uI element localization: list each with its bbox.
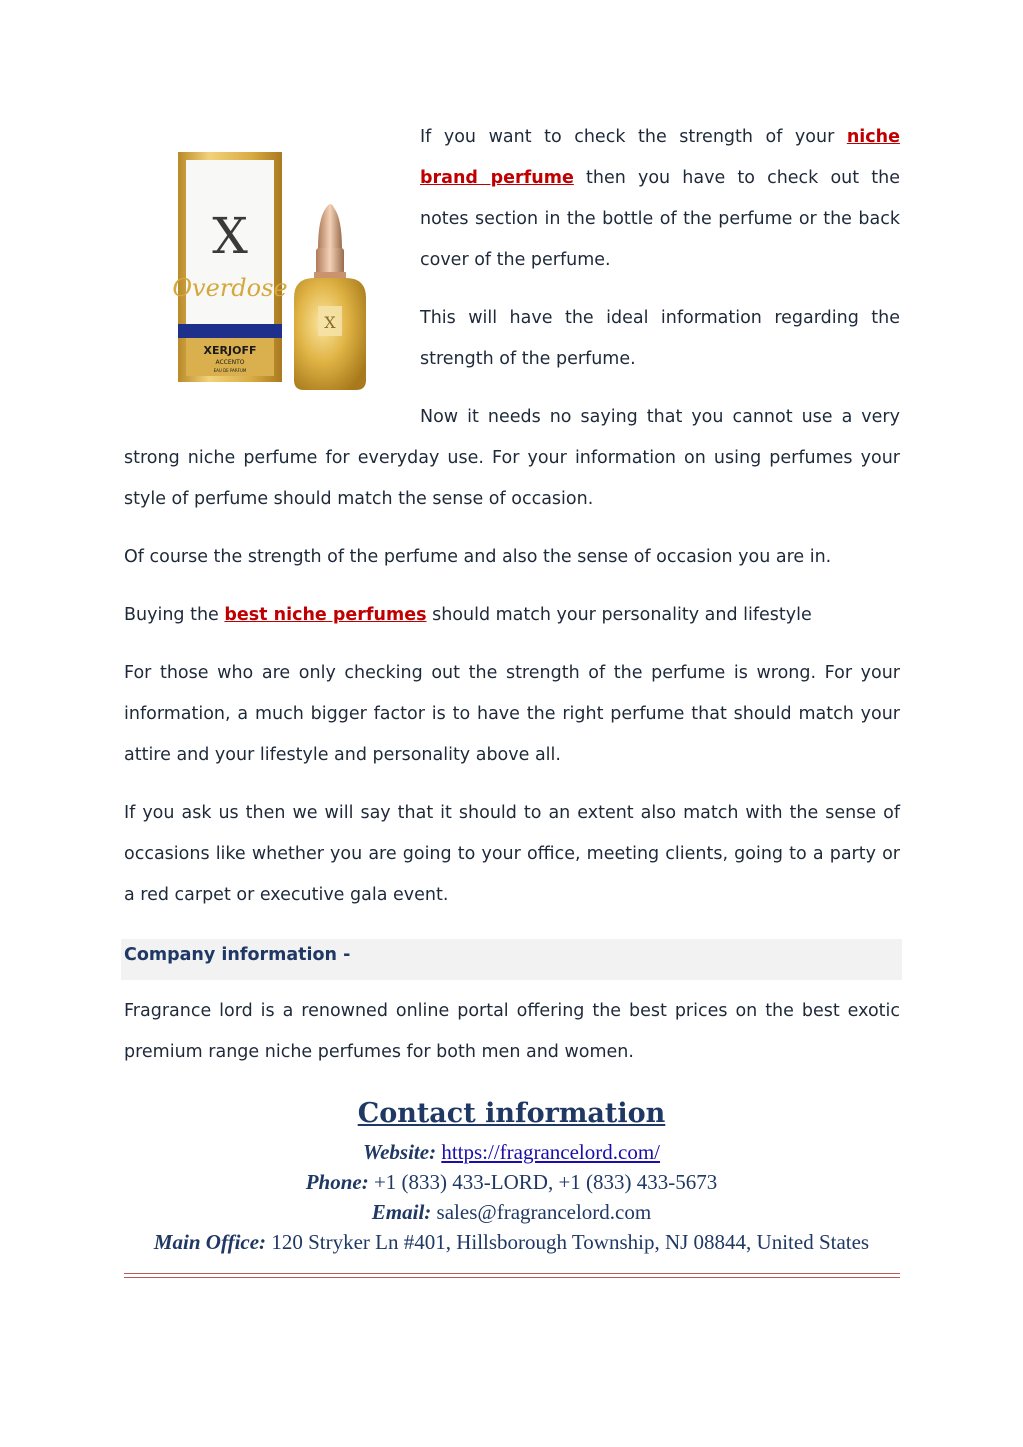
paragraph-text: Buying the bbox=[124, 605, 225, 625]
paragraph-occasions: If you ask us then we will say that it should to an extent also match with the sense of occasions like whether you are going to your office, meeting clients, going to a party or a red carpet or executive gala event. bbox=[124, 803, 900, 905]
box-model-text: ACCENTO bbox=[215, 359, 245, 366]
box-script-text: Overdose bbox=[172, 274, 288, 302]
contact-office-line bbox=[0, 1227, 1023, 1257]
divider-line bbox=[124, 1273, 900, 1274]
contact-website-line bbox=[0, 1137, 1023, 1167]
paragraph-ideal-information: This will have the ideal information regarding the strength of the perfume. bbox=[420, 308, 900, 369]
phone-label: Phone: bbox=[305, 1170, 369, 1194]
paragraph-text: If you want to check the strength of your bbox=[420, 127, 847, 147]
paragraph-attire-lifestyle: For those who are only checking out the strength of the perfume is wrong. For your information, a much bigger factor is to have the right perfume that should match your attire and your lifestyle and personality above all. bbox=[124, 663, 900, 765]
paragraph-text: should match your personality and lifestyle bbox=[426, 605, 812, 625]
office-value: 120 Stryker Ln #401, Hillsborough Township, NJ 08844, United States bbox=[271, 1230, 870, 1254]
svg-text:X: X bbox=[324, 313, 336, 332]
box-x-logo: X bbox=[212, 207, 248, 265]
contact-phone-line bbox=[0, 1167, 1023, 1197]
paragraph-text: strong niche perfume for everyday use. For your information on using perfumes your style of perfume should match the sense of occasion. bbox=[124, 448, 900, 509]
office-label: Main Office: bbox=[153, 1230, 267, 1254]
company-information-heading: Company information - bbox=[124, 945, 351, 965]
contact-email-line bbox=[0, 1197, 1023, 1227]
paragraph-buying bbox=[124, 595, 900, 636]
paragraph-sense-of-occasion: Of course the strength of the perfume and also the sense of occasion you are in. bbox=[124, 547, 832, 567]
email-value: sales@fragrancelord.com bbox=[436, 1200, 652, 1224]
paragraph-company: Fragrance lord is a renowned online portal offering the best prices on the best exotic premium range niche perfumes for both men and women. bbox=[124, 1001, 900, 1062]
website-label: Website: bbox=[362, 1140, 437, 1164]
best-niche-perfumes-link[interactable]: best niche perfumes bbox=[224, 605, 427, 625]
phone-value: +1 (833) 433-LORD, +1 (833) 433-5673 bbox=[373, 1170, 718, 1194]
box-brand-text: XERJOFF bbox=[203, 344, 257, 357]
email-label: Email: bbox=[371, 1200, 432, 1224]
paragraph-text: then you have to check out the notes section in the bottle of the perfume or the back cover of the perfume. bbox=[420, 168, 900, 270]
divider-line bbox=[124, 1277, 900, 1278]
paragraph-first-line: Now it needs no saying that you cannot use a very bbox=[420, 407, 900, 427]
contact-heading: Contact information bbox=[357, 1098, 666, 1129]
paragraph-everyday-use bbox=[124, 397, 900, 520]
website-link[interactable]: https://fragrancelord.com/ bbox=[441, 1140, 661, 1164]
niche-brand-perfume-link[interactable]: niche brand perfume bbox=[420, 127, 900, 188]
box-subtitle-text: EAU DE PARFUM bbox=[213, 368, 247, 373]
perfume-product-image bbox=[168, 148, 400, 398]
paragraph-strength-check bbox=[420, 117, 900, 281]
